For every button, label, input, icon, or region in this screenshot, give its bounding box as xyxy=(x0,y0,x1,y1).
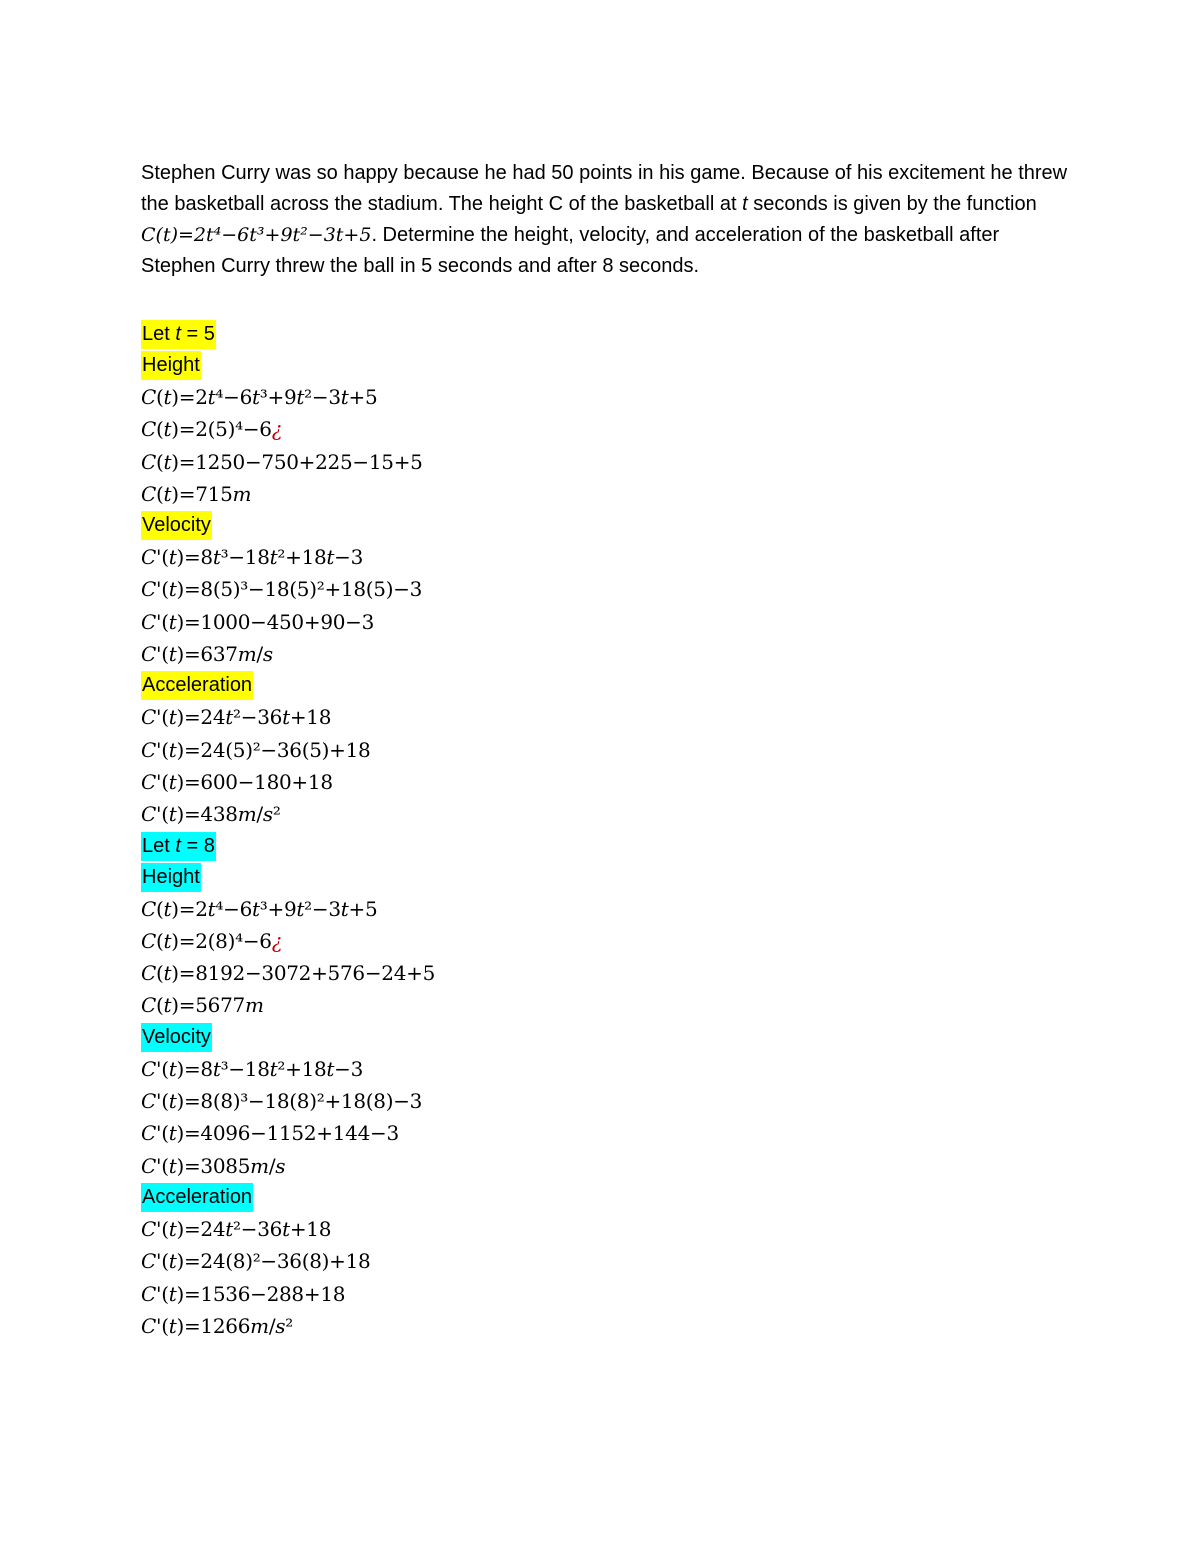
let-t8-heading xyxy=(141,831,1071,862)
equation-line: C(t)=2t⁴−6t³+9t²−3t+5 xyxy=(141,896,378,921)
height-t8-heading xyxy=(141,862,1071,893)
acceleration-t8-heading xyxy=(141,1182,1071,1213)
height-t5-heading xyxy=(141,350,1071,381)
velocity-t5-label: Velocity xyxy=(141,511,212,540)
equation-line: C'(t)=1536−288+18 xyxy=(141,1281,346,1306)
equation-line: C'(t)=24t²−36t+18 xyxy=(141,1216,332,1241)
velocity-t8-label: Velocity xyxy=(141,1023,212,1052)
equation-line: C'(t)=1266m/s² xyxy=(141,1313,293,1338)
acceleration-t5-heading xyxy=(141,670,1071,701)
equation-line: C(t)=2(8)⁴−6¿ xyxy=(141,928,283,953)
height-t8-label: Height xyxy=(141,863,201,892)
height-t5-label: Height xyxy=(141,351,201,380)
equation-line: C'(t)=8t³−18t²+18t−3 xyxy=(141,1056,364,1081)
case-t5 xyxy=(141,319,1071,831)
equation-line: C'(t)=3085m/s xyxy=(141,1153,286,1178)
case-t8 xyxy=(141,831,1071,1343)
document-page xyxy=(141,158,1071,1342)
equation-line: C'(t)=438m/s² xyxy=(141,802,281,827)
intro-text-2: seconds is given by the function xyxy=(747,193,1037,215)
acceleration-t5-label: Acceleration xyxy=(141,671,253,700)
equation-line: C'(t)=8t³−18t²+18t−3 xyxy=(141,545,364,570)
equation-line: C(t)=1250−750+225−15+5 xyxy=(141,449,423,474)
intro-var-t: t xyxy=(742,193,748,215)
intro-text-1: Stephen Curry was so happy because he had 50 points in his game. Because of his excitement he threw the basketball across the stadium. The height C of the basketball at xyxy=(141,162,1068,215)
equation-line: C'(t)=8(8)³−18(8)²+18(8)−3 xyxy=(141,1089,423,1114)
equation-line: C'(t)=24(5)²−36(5)+18 xyxy=(141,737,371,762)
equation-line: C(t)=5677m xyxy=(141,993,264,1018)
intro-text-3: . Determine the height, velocity, and acceleration of the basketball after Stephen Curry threw the ball in 5 seconds and after 8 seconds. xyxy=(141,224,1000,277)
equation-line: C'(t)=4096−1152+144−3 xyxy=(141,1121,399,1146)
intro-function: C(t)=2t⁴−6t³+9t²−3t+5 xyxy=(141,224,372,246)
equation-line: C'(t)=8(5)³−18(5)²+18(5)−3 xyxy=(141,577,423,602)
equation-line: C(t)=2(5)⁴−6¿ xyxy=(141,417,283,442)
let-t5-heading xyxy=(141,319,1071,350)
equation-line: C(t)=715m xyxy=(141,481,252,506)
let-t8-highlight: Let t = 8 xyxy=(141,832,216,861)
acceleration-t8-label: Acceleration xyxy=(141,1183,253,1212)
equation-line: C'(t)=1000−450+90−3 xyxy=(141,609,375,634)
let-t5-highlight: Let t = 5 xyxy=(141,320,216,349)
equation-line: C'(t)=637m/s xyxy=(141,642,273,667)
equation-line: C(t)=8192−3072+576−24+5 xyxy=(141,961,436,986)
equation-line: C(t)=2t⁴−6t³+9t²−3t+5 xyxy=(141,385,378,409)
equation-line: C'(t)=24t²−36t+18 xyxy=(141,705,332,730)
problem-statement xyxy=(141,158,1071,282)
velocity-t5-heading xyxy=(141,510,1071,541)
equation-line: C'(t)=24(8)²−36(8)+18 xyxy=(141,1249,371,1274)
equation-line: C'(t)=600−180+18 xyxy=(141,769,333,794)
velocity-t8-heading xyxy=(141,1022,1071,1053)
